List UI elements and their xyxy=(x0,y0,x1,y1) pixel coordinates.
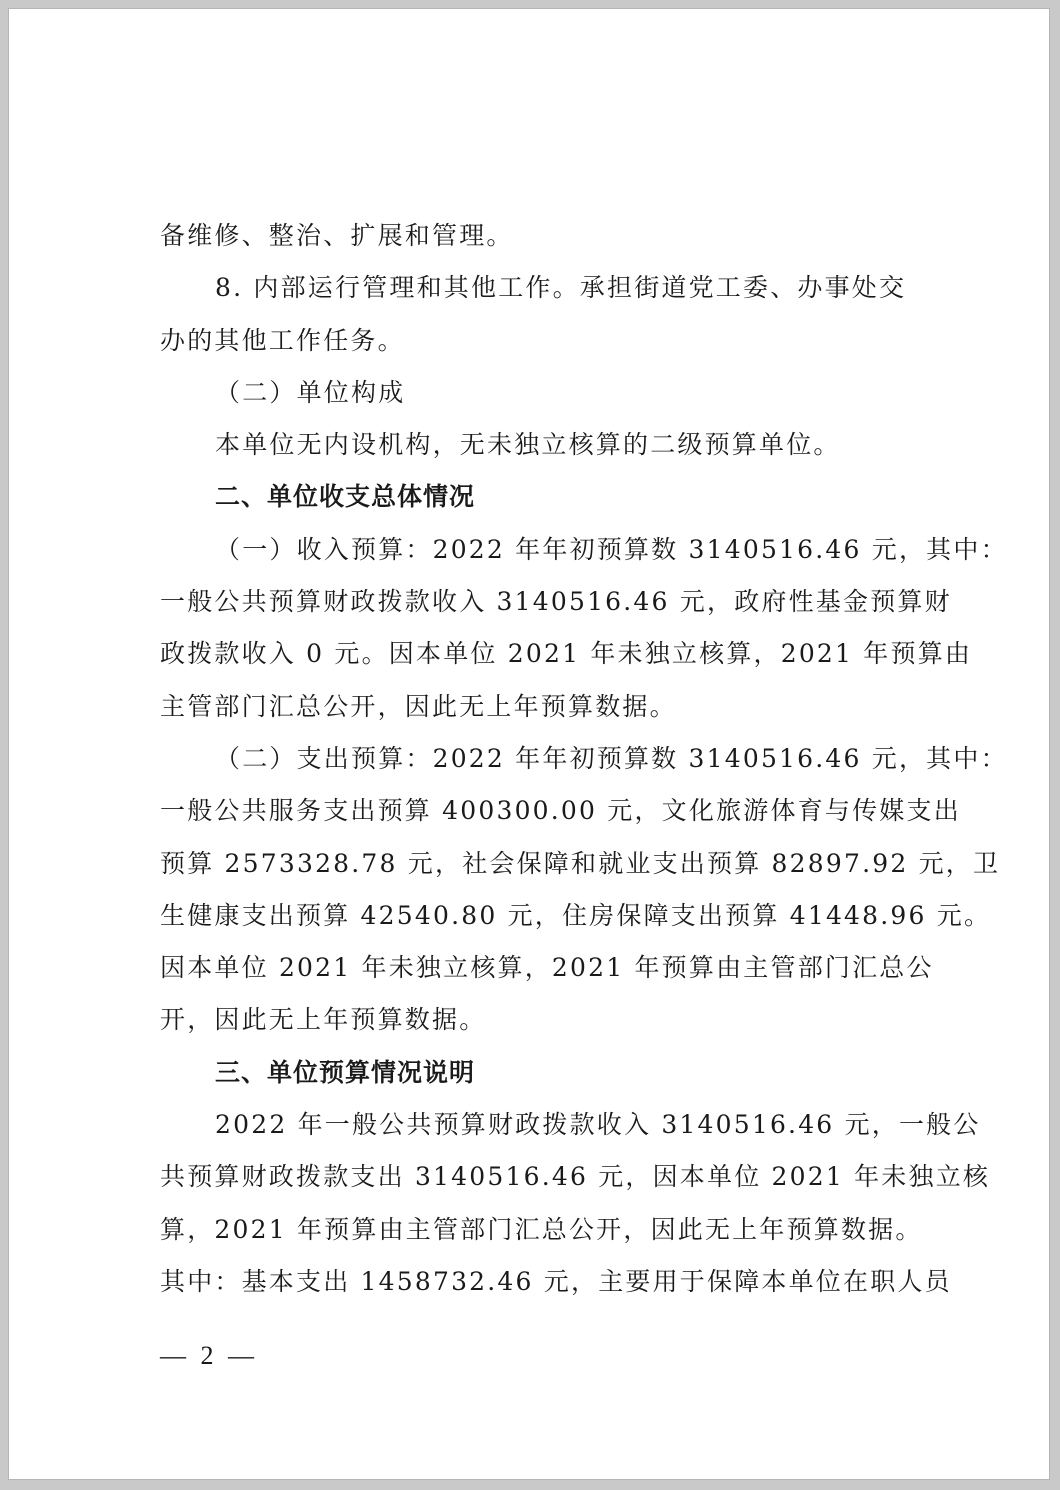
page-number: — 2 — xyxy=(160,1341,258,1370)
text-line: 因本单位 2021 年未独立核算，2021 年预算由主管部门汇总公 xyxy=(160,953,934,983)
text-line: （一）收入预算：2022 年年初预算数 3140516.46 元，其中： xyxy=(215,534,1008,564)
text-line: 共预算财政拨款支出 3140516.46 元，因本单位 2021 年未独立核 xyxy=(160,1162,991,1192)
text-line: （二）支出预算：2022 年年初预算数 3140516.46 元，其中： xyxy=(215,743,1008,773)
text-line: 预算 2573328.78 元，社会保障和就业支出预算 82897.92 元，卫 xyxy=(160,848,1001,878)
text-line: 2022 年一般公共预算财政拨款收入 3140516.46 元，一般公 xyxy=(215,1110,981,1140)
document-page xyxy=(9,9,1049,1479)
text-line: 一般公共服务支出预算 400300.00 元，文化旅游体育与传媒支出 xyxy=(160,796,961,826)
text-line: 本单位无内设机构，无未独立核算的二级预算单位。 xyxy=(215,430,841,460)
text-line: 备维修、整治、扩展和管理。 xyxy=(160,221,514,250)
text-line: 政拨款收入 0 元。因本单位 2021 年未独立核算，2021 年预算由 xyxy=(160,639,973,669)
text-line: 生健康支出预算 42540.80 元，住房保障支出预算 41448.96 元。 xyxy=(160,900,992,930)
text-line: 主管部门汇总公开，因此无上年预算数据。 xyxy=(160,691,677,721)
body-text xyxy=(160,210,1008,1308)
section-heading: 三、单位预算情况说明 xyxy=(215,1057,476,1087)
text-line: 开，因此无上年预算数据。 xyxy=(160,1005,487,1035)
text-line: 一般公共预算财政拨款收入 3140516.46 元，政府性基金预算财 xyxy=(160,587,952,617)
text-line: 办的其他工作任务。 xyxy=(160,325,405,355)
text-line: 其中：基本支出 1458732.46 元，主要用于保障本单位在职人员 xyxy=(160,1266,952,1296)
subsection-heading: （二）单位构成 xyxy=(215,377,406,407)
section-heading: 二、单位收支总体情况 xyxy=(215,482,476,512)
text-line: 8. 内部运行管理和其他工作。承担街道党工委、办事处交 xyxy=(215,273,907,303)
text-line: 算，2021 年预算由主管部门汇总公开，因此无上年预算数据。 xyxy=(160,1214,923,1244)
